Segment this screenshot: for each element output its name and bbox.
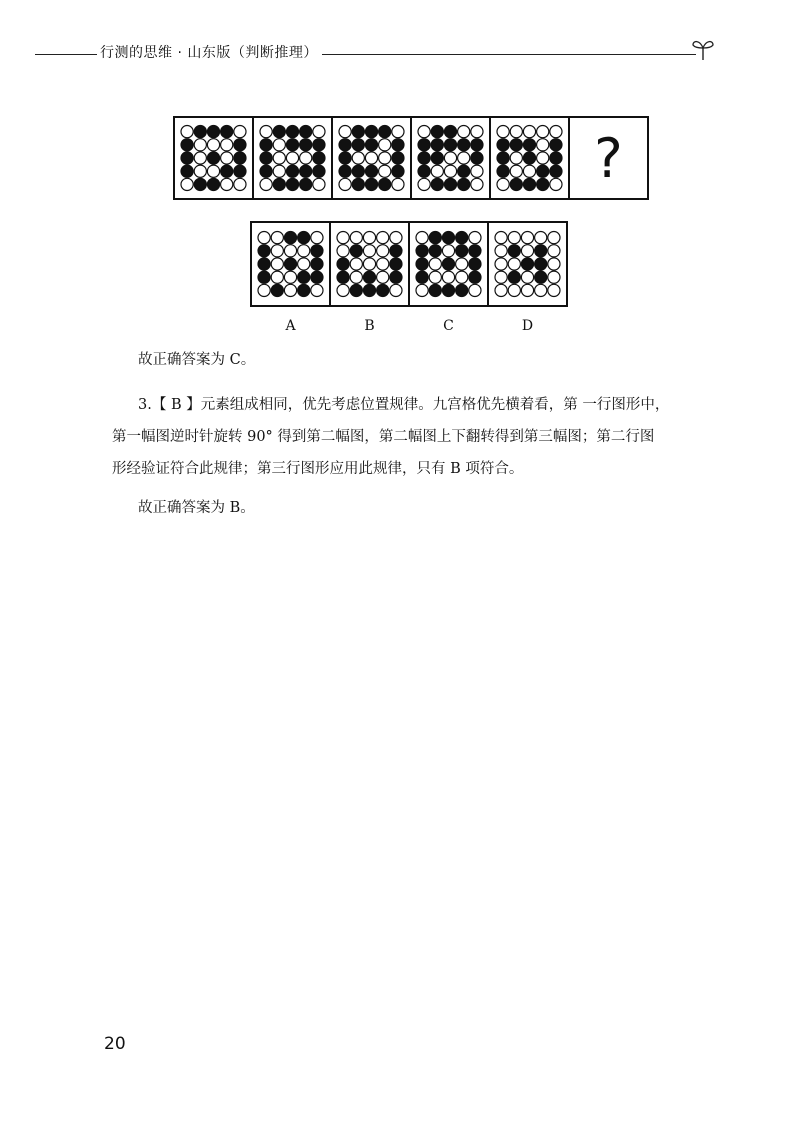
- white-dot: [392, 178, 404, 190]
- white-dot: [497, 126, 509, 138]
- black-dot: [442, 232, 454, 244]
- black-dot: [471, 152, 483, 164]
- white-dot: [495, 232, 507, 244]
- black-dot: [313, 139, 325, 151]
- black-dot: [535, 245, 547, 257]
- black-dot: [537, 178, 549, 190]
- black-dot: [365, 165, 377, 177]
- white-dot: [495, 271, 507, 283]
- white-dot: [286, 152, 298, 164]
- black-dot: [456, 232, 468, 244]
- white-dot: [523, 165, 535, 177]
- white-dot: [258, 232, 270, 244]
- black-dot: [181, 139, 193, 151]
- white-dot: [194, 165, 206, 177]
- white-dot: [271, 232, 283, 244]
- black-dot: [431, 139, 443, 151]
- option-label-A: A: [285, 318, 296, 334]
- black-dot: [510, 139, 522, 151]
- white-dot: [471, 126, 483, 138]
- black-dot: [271, 284, 283, 296]
- white-dot: [548, 271, 560, 283]
- black-dot: [234, 165, 246, 177]
- white-dot: [363, 245, 375, 257]
- question-row: [174, 117, 648, 199]
- white-dot: [234, 126, 246, 138]
- black-dot: [444, 139, 456, 151]
- black-dot: [469, 245, 481, 257]
- black-dot: [471, 139, 483, 151]
- white-dot: [416, 232, 428, 244]
- black-dot: [508, 271, 520, 283]
- black-dot: [497, 165, 509, 177]
- question-cell-2: [253, 117, 332, 199]
- white-dot: [271, 245, 283, 257]
- black-dot: [523, 152, 535, 164]
- black-dot: [429, 284, 441, 296]
- black-dot: [416, 271, 428, 283]
- black-dot: [365, 126, 377, 138]
- white-dot: [207, 139, 219, 151]
- white-dot: [181, 126, 193, 138]
- black-dot: [298, 232, 310, 244]
- white-dot: [221, 152, 233, 164]
- question-cell-1: [174, 117, 253, 199]
- white-dot: [392, 126, 404, 138]
- white-dot: [350, 232, 362, 244]
- white-dot: [337, 232, 349, 244]
- black-dot: [352, 126, 364, 138]
- black-dot: [442, 284, 454, 296]
- black-dot: [286, 139, 298, 151]
- white-dot: [352, 152, 364, 164]
- white-dot: [456, 258, 468, 270]
- white-dot: [429, 258, 441, 270]
- white-dot: [363, 258, 375, 270]
- black-dot: [390, 271, 402, 283]
- black-dot: [429, 245, 441, 257]
- answer-line-q3: 故正确答案为 B。: [138, 500, 255, 516]
- black-dot: [260, 152, 272, 164]
- white-dot: [273, 139, 285, 151]
- black-dot: [313, 165, 325, 177]
- black-dot: [284, 258, 296, 270]
- black-dot: [181, 165, 193, 177]
- white-dot: [298, 245, 310, 257]
- black-dot: [418, 139, 430, 151]
- white-dot: [495, 284, 507, 296]
- black-dot: [298, 271, 310, 283]
- white-dot: [379, 165, 391, 177]
- black-dot: [550, 165, 562, 177]
- black-dot: [508, 245, 520, 257]
- white-dot: [508, 258, 520, 270]
- black-dot: [365, 178, 377, 190]
- black-dot: [352, 178, 364, 190]
- white-dot: [458, 126, 470, 138]
- white-dot: [311, 284, 323, 296]
- black-dot: [258, 258, 270, 270]
- black-dot: [535, 271, 547, 283]
- white-dot: [221, 139, 233, 151]
- white-dot: [523, 126, 535, 138]
- white-dot: [548, 284, 560, 296]
- white-dot: [194, 139, 206, 151]
- black-dot: [221, 126, 233, 138]
- option-cell-D: [488, 222, 567, 306]
- puzzle-figure: [0, 0, 800, 340]
- black-dot: [339, 139, 351, 151]
- white-dot: [548, 232, 560, 244]
- white-dot: [339, 178, 351, 190]
- black-dot: [300, 165, 312, 177]
- explanation-line-3: 形经验证符合此规律；第三行图形应用此规律，只有 B 项符合。: [112, 461, 524, 477]
- black-dot: [181, 152, 193, 164]
- black-dot: [258, 271, 270, 283]
- white-dot: [271, 271, 283, 283]
- white-dot: [377, 271, 389, 283]
- question-cell-unknown: [569, 117, 648, 199]
- black-dot: [392, 152, 404, 164]
- black-dot: [273, 126, 285, 138]
- black-dot: [363, 284, 375, 296]
- black-dot: [442, 258, 454, 270]
- white-dot: [271, 258, 283, 270]
- question-cell-4: [411, 117, 490, 199]
- black-dot: [418, 165, 430, 177]
- black-dot: [390, 245, 402, 257]
- white-dot: [535, 232, 547, 244]
- black-dot: [339, 165, 351, 177]
- white-dot: [273, 152, 285, 164]
- white-dot: [469, 232, 481, 244]
- black-dot: [550, 152, 562, 164]
- white-dot: [311, 232, 323, 244]
- black-dot: [365, 139, 377, 151]
- black-dot: [497, 152, 509, 164]
- white-dot: [508, 284, 520, 296]
- white-dot: [234, 178, 246, 190]
- black-dot: [234, 152, 246, 164]
- white-dot: [377, 258, 389, 270]
- black-dot: [313, 152, 325, 164]
- white-dot: [497, 178, 509, 190]
- white-dot: [365, 152, 377, 164]
- black-dot: [510, 178, 522, 190]
- black-dot: [258, 245, 270, 257]
- black-dot: [207, 152, 219, 164]
- white-dot: [521, 284, 533, 296]
- white-dot: [260, 126, 272, 138]
- black-dot: [350, 284, 362, 296]
- white-dot: [258, 284, 270, 296]
- black-dot: [469, 258, 481, 270]
- white-dot: [416, 284, 428, 296]
- white-dot: [181, 178, 193, 190]
- white-dot: [207, 165, 219, 177]
- black-dot: [260, 139, 272, 151]
- black-dot: [286, 126, 298, 138]
- black-dot: [339, 152, 351, 164]
- black-dot: [300, 126, 312, 138]
- white-dot: [442, 271, 454, 283]
- black-dot: [363, 271, 375, 283]
- white-dot: [495, 245, 507, 257]
- white-dot: [313, 126, 325, 138]
- black-dot: [535, 258, 547, 270]
- black-dot: [286, 165, 298, 177]
- white-dot: [442, 245, 454, 257]
- black-dot: [284, 232, 296, 244]
- white-dot: [379, 139, 391, 151]
- black-dot: [352, 139, 364, 151]
- white-dot: [471, 165, 483, 177]
- question-cell-3: [332, 117, 411, 199]
- question-cell-5: [490, 117, 569, 199]
- option-cell-C: [409, 222, 488, 306]
- black-dot: [298, 284, 310, 296]
- white-dot: [284, 284, 296, 296]
- white-dot: [350, 258, 362, 270]
- black-dot: [550, 139, 562, 151]
- white-dot: [537, 126, 549, 138]
- white-dot: [508, 232, 520, 244]
- white-dot: [537, 152, 549, 164]
- black-dot: [431, 126, 443, 138]
- black-dot: [286, 178, 298, 190]
- white-dot: [458, 152, 470, 164]
- black-dot: [523, 139, 535, 151]
- black-dot: [350, 245, 362, 257]
- black-dot: [260, 165, 272, 177]
- black-dot: [300, 139, 312, 151]
- white-dot: [548, 258, 560, 270]
- white-dot: [350, 271, 362, 283]
- explanation-line-2: 第一幅图逆时针旋转 90° 得到第二幅图，第二幅图上下翻转得到第三幅图；第二行图: [112, 429, 655, 445]
- white-dot: [379, 152, 391, 164]
- black-dot: [523, 178, 535, 190]
- white-dot: [300, 152, 312, 164]
- white-dot: [377, 232, 389, 244]
- white-dot: [495, 258, 507, 270]
- black-dot: [416, 258, 428, 270]
- white-dot: [469, 284, 481, 296]
- black-dot: [207, 178, 219, 190]
- black-dot: [444, 178, 456, 190]
- black-dot: [416, 245, 428, 257]
- white-dot: [284, 245, 296, 257]
- white-dot: [273, 165, 285, 177]
- white-dot: [418, 126, 430, 138]
- explanation-line-1: 3.【 B 】元素组成相同，优先考虑位置规律。九宫格优先横着看，第 一行图形中，: [138, 397, 670, 413]
- white-dot: [390, 284, 402, 296]
- page-number: 20: [104, 1034, 126, 1054]
- black-dot: [456, 245, 468, 257]
- black-dot: [311, 258, 323, 270]
- black-dot: [300, 178, 312, 190]
- black-dot: [194, 178, 206, 190]
- black-dot: [444, 126, 456, 138]
- black-dot: [521, 258, 533, 270]
- option-label-C: C: [443, 318, 454, 334]
- answer-line-q2: 故正确答案为 C。: [138, 352, 256, 368]
- white-dot: [221, 178, 233, 190]
- header-title: 行测的思维 · 山东版（判断推理）: [100, 45, 318, 61]
- black-dot: [207, 126, 219, 138]
- black-dot: [418, 152, 430, 164]
- black-dot: [469, 271, 481, 283]
- black-dot: [352, 165, 364, 177]
- white-dot: [550, 126, 562, 138]
- black-dot: [337, 271, 349, 283]
- black-dot: [379, 178, 391, 190]
- white-dot: [521, 232, 533, 244]
- white-dot: [510, 126, 522, 138]
- black-dot: [221, 165, 233, 177]
- white-dot: [337, 284, 349, 296]
- option-cell-A: [251, 222, 330, 306]
- white-dot: [429, 271, 441, 283]
- white-dot: [284, 271, 296, 283]
- white-dot: [337, 245, 349, 257]
- black-dot: [429, 232, 441, 244]
- black-dot: [311, 245, 323, 257]
- white-dot: [456, 271, 468, 283]
- question-mark: ?: [594, 127, 623, 190]
- black-dot: [273, 178, 285, 190]
- black-dot: [392, 139, 404, 151]
- black-dot: [431, 178, 443, 190]
- option-label-D: D: [521, 318, 534, 334]
- white-dot: [363, 232, 375, 244]
- white-dot: [521, 271, 533, 283]
- black-dot: [456, 284, 468, 296]
- option-label-B: B: [364, 318, 375, 334]
- black-dot: [497, 139, 509, 151]
- option-cell-B: [330, 222, 409, 306]
- white-dot: [521, 245, 533, 257]
- white-dot: [260, 178, 272, 190]
- white-dot: [431, 165, 443, 177]
- white-dot: [339, 126, 351, 138]
- black-dot: [537, 165, 549, 177]
- black-dot: [377, 284, 389, 296]
- white-dot: [471, 178, 483, 190]
- black-dot: [431, 152, 443, 164]
- black-dot: [311, 271, 323, 283]
- option-row: [251, 222, 567, 334]
- white-dot: [444, 152, 456, 164]
- black-dot: [379, 126, 391, 138]
- white-dot: [313, 178, 325, 190]
- white-dot: [298, 258, 310, 270]
- white-dot: [537, 139, 549, 151]
- white-dot: [550, 178, 562, 190]
- white-dot: [510, 152, 522, 164]
- white-dot: [390, 232, 402, 244]
- black-dot: [390, 258, 402, 270]
- black-dot: [194, 126, 206, 138]
- white-dot: [510, 165, 522, 177]
- white-dot: [548, 245, 560, 257]
- black-dot: [458, 165, 470, 177]
- black-dot: [392, 165, 404, 177]
- black-dot: [458, 139, 470, 151]
- black-dot: [234, 139, 246, 151]
- black-dot: [337, 258, 349, 270]
- white-dot: [444, 165, 456, 177]
- white-dot: [377, 245, 389, 257]
- black-dot: [458, 178, 470, 190]
- white-dot: [535, 284, 547, 296]
- white-dot: [418, 178, 430, 190]
- white-dot: [194, 152, 206, 164]
